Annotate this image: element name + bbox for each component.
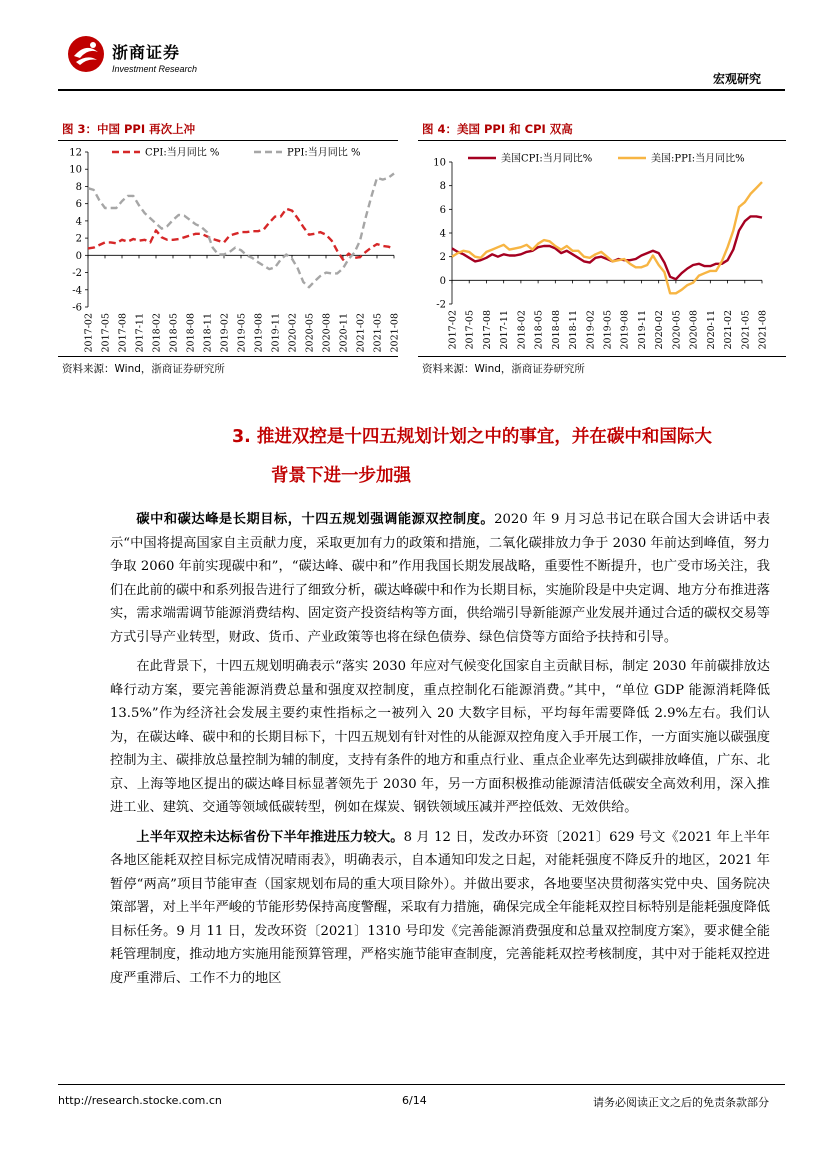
y-tick-label: -2 [72, 268, 82, 280]
brand-subtitle: Investment Research [112, 64, 198, 74]
x-tick-label: 2019-02 [585, 310, 597, 350]
x-tick-label: 2017-08 [117, 313, 129, 353]
x-tick-label: 2018-08 [550, 310, 562, 350]
footer-disclaimer: 请务必阅读正文之后的免责条款部分 [593, 1096, 769, 1109]
x-tick-label: 2020-08 [321, 313, 333, 353]
y-tick-label: 6 [75, 199, 82, 211]
y-tick-label: 0 [439, 275, 446, 287]
paragraph-2-text: 在此背景下，十四五规划明确表示“落实 2030 年应对气候变化国家自主贡献目标，制定 2030 年前碳排放达峰行动方案，要完善能源消费总量和强度双控制度，重点控制化石能源消费。”其中，“单位 GDP 能源消耗降低 13.5%”作为经济社会发展主要约束性指标之一被列入 20 大数字目标，平均每年需要降低 2.9%左右。我们认为，在碳达峰、碳中和的长期目标下，十四五规划有针对性的从能源双控角度入手开展工作，一方面实施以碳强度控制为主、碳排放总量控制为辅的制度，支持有条件的地方和重点行业、重点企业率先达到碳排放峰值，广东、北京、上海等地区提出的碳达峰目标显著领先于 2030 年，另一方面积极推动能源清洁低碳安全高效利用，深入推进工业、建筑、交通等领域低碳转型，例如在煤炭、钢铁领域压减并严控低效、无效供给。 [110, 659, 770, 815]
figure3-top-rule [58, 140, 398, 141]
x-tick-label: 2018-05 [533, 310, 545, 350]
x-tick-label: 2018-02 [151, 313, 163, 353]
legend-label-2: PPI:当月同比 % [287, 147, 361, 159]
x-tick-label: 2018-02 [516, 310, 528, 350]
y-tick-label: 10 [433, 157, 446, 169]
x-tick-label: 2021-05 [740, 310, 752, 350]
company-logo [66, 34, 106, 74]
x-tick-label: 2018-11 [202, 313, 214, 353]
x-tick-label: 2018-11 [568, 310, 580, 350]
x-tick-label: 2021-08 [389, 313, 401, 353]
y-tick-label: 8 [439, 181, 446, 193]
body-text [110, 508, 770, 996]
x-tick-label: 2018-05 [168, 313, 180, 353]
paragraph-1 [110, 508, 770, 649]
y-tick-label: -2 [436, 299, 446, 311]
figure3-bottom-rule [58, 356, 398, 357]
y-tick-label: 2 [75, 233, 82, 245]
x-tick-label: 2017-08 [481, 310, 493, 350]
y-tick-label: 2 [439, 252, 446, 264]
y-tick-label: -4 [72, 285, 82, 297]
brand-name: 浙商证券 [112, 43, 181, 62]
paragraph-2 [110, 655, 770, 820]
x-tick-label: 2019-02 [219, 313, 231, 353]
x-tick-label: 2020-02 [654, 310, 666, 350]
y-tick-label: -6 [72, 302, 82, 314]
figure4-top-rule [418, 140, 786, 141]
x-tick-label: 2019-11 [270, 313, 282, 353]
x-tick-label: 2019-08 [253, 313, 265, 353]
section-heading-line2: 背景下进一步加强 [271, 466, 411, 486]
x-tick-label: 2021-02 [355, 313, 367, 353]
legend-label-2: 美国:PPI:当月同比% [651, 153, 745, 165]
footer-url[interactable]: http://research.stocke.com.cn [58, 1094, 222, 1107]
y-tick-label: 4 [439, 228, 446, 240]
legend-label-1: CPI:当月同比 % [145, 147, 220, 159]
x-tick-label: 2020-11 [705, 310, 717, 350]
figure4-title: 图 4：美国 PPI 和 CPI 双高 [422, 122, 573, 136]
x-tick-label: 2017-02 [447, 310, 459, 350]
footer-rule [58, 1084, 785, 1085]
figure3-title: 图 3：中国 PPI 再次上冲 [62, 122, 196, 136]
x-tick-label: 2019-05 [602, 310, 614, 350]
x-tick-label: 2021-05 [372, 313, 384, 353]
figure4-bottom-rule [418, 356, 786, 357]
figure4-chart [418, 142, 786, 356]
series-line-2 [452, 182, 762, 293]
paragraph-1-lead: 碳中和碳达峰是长期目标，十四五规划强调能源双控制度。 [136, 512, 495, 527]
figure3-source: 资料来源：Wind，浙商证券研究所 [62, 363, 225, 375]
x-tick-label: 2020-08 [688, 310, 700, 350]
series-line-2 [88, 174, 394, 288]
y-tick-label: 6 [439, 204, 446, 216]
report-section-label: 宏观研究 [712, 72, 761, 86]
section-heading-line1: 3. 推进双控是十四五规划计划之中的事宜，并在碳中和国际大 [232, 427, 712, 447]
x-tick-label: 2021-08 [757, 310, 769, 350]
x-tick-label: 2020-05 [671, 310, 683, 350]
x-tick-label: 2017-05 [100, 313, 112, 353]
legend-label-1: 美国CPI:当月同比% [501, 153, 593, 165]
y-tick-label: 12 [69, 147, 82, 159]
x-tick-label: 2019-11 [636, 310, 648, 350]
paragraph-1-text: 2020 年 9 月习总书记在联合国大会讲话中表示“中国将提高国家自主贡献力度，采取更加有力的政策和措施，二氧化碳排放力争于 2030 年前达到峰值，努力争取 2060 年前实现碳中和”，“碳达峰、碳中和”作用我国长期发展战略，重要性不断提升，也广受市场关注，我们在此前的碳中和系列报告进行了细致分析，碳达峰碳中和作为长期目标，实施阶段是中央定调、地方分布推进落实，需求端需调节能源消费结构、固定资产投资结构等方面，供给端引导新能源产业发展并通过合适的碳权交易等方式引导产业转型，财政、货币、产业政策等也将在绿色债券、绿色信贷等方面给予扶持和引导。 [110, 512, 770, 645]
series-line-1 [88, 209, 394, 260]
x-tick-label: 2020-02 [287, 313, 299, 353]
y-tick-label: 0 [75, 250, 82, 262]
figure3-chart [58, 142, 401, 356]
x-tick-label: 2019-05 [236, 313, 248, 353]
figure4-source: 资料来源：Wind，浙商证券研究所 [422, 363, 585, 375]
y-tick-label: 4 [75, 216, 82, 228]
x-tick-label: 2019-08 [619, 310, 631, 350]
x-tick-label: 2020-11 [338, 313, 350, 353]
x-tick-label: 2018-08 [185, 313, 197, 353]
paragraph-3 [110, 826, 770, 991]
x-tick-label: 2017-05 [464, 310, 476, 350]
paragraph-3-lead: 上半年双控未达标省份下半年推进压力较大。 [136, 829, 404, 845]
x-tick-label: 2017-11 [499, 310, 511, 350]
page-number: 6/14 [402, 1094, 427, 1107]
x-tick-label: 2017-11 [134, 313, 146, 353]
x-tick-label: 2017-02 [83, 313, 95, 353]
y-tick-label: 10 [69, 164, 82, 176]
header-rule [58, 89, 785, 91]
y-tick-label: 8 [75, 181, 82, 193]
x-tick-label: 2021-02 [723, 310, 735, 350]
paragraph-3-text: 8 月 12 日，发改办环资〔2021〕629 号文《2021 年上半年各地区能耗双控目标完成情况晴雨表》，明确表示，自本通知印发之日起，对能耗强度不降反升的地区，2021 年暂停“两高”项目节能审查（国家规划布局的重大项目除外）。并做出要求，各地要坚决贯彻落实党中央、国务院决策部署，对上半年严峻的节能形势保持高度警醒，采取有力措施，确保完成全年能耗双控目标特别是能耗强度降低目标任务。9 月 11 日，发改环资〔2021〕1310 号印发《完善能源消费强度和总量双控制度方案》，要求健全能耗管理制度，推动地方实施用能预算管理，严格实施节能审查制度，完善能耗双控考核制度，其中对于能耗双控进度严重滞后、工作不力的地区 [110, 829, 770, 986]
x-tick-label: 2020-05 [304, 313, 316, 353]
